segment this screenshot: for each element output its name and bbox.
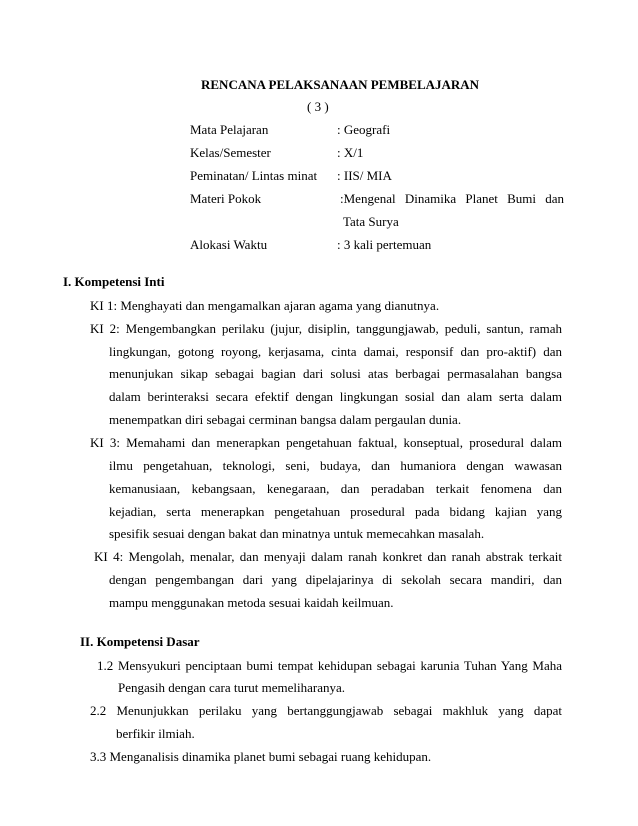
document-number: ( 3 ) xyxy=(307,99,329,114)
identity-label-topic: Materi Pokok xyxy=(190,191,262,206)
ki4-line1: KI 4: Mengolah, menalar, dan menyaji dalam ranah konkret dan ranah abstrak terkait xyxy=(94,549,562,564)
kd12-line2: Pengasih dengan cara turut memeliharanya. xyxy=(118,680,346,695)
identity-value-topic-line1: :Mengenal Dinamika Planet Bumi dan xyxy=(340,191,564,206)
identity-value-subject: : Geografi xyxy=(337,122,391,137)
identity-value-time: : 3 kali pertemuan xyxy=(337,237,432,252)
kd22-line2: berfikir ilmiah. xyxy=(116,726,195,741)
ki3-line1: KI 3: Memahami dan menerapkan pengetahuan faktual, konseptual, prosedural dalam xyxy=(90,435,562,450)
kd12-line1: 1.2 Mensyukuri penciptaan bumi tempat kehidupan sebagai karunia Tuhan Yang Maha xyxy=(97,658,562,673)
ki2-line1: KI 2: Mengembangkan perilaku (jujur, disiplin, tanggungjawab, peduli, santun, ramah xyxy=(90,321,562,336)
identity-value-class: : X/1 xyxy=(337,145,364,160)
ki3-line2: ilmu pengetahuan, teknologi, seni, budaya, dan humaniora dengan wawasan xyxy=(109,458,562,473)
ki2-line4: dalam berinteraksi secara efektif dengan lingkungan sosial dan alam serta dalam xyxy=(109,389,562,404)
identity-label-subject: Mata Pelajaran xyxy=(190,122,269,137)
ki2-line2: lingkungan, gotong royong, kerjasama, cinta damai, responsif dan pro-aktif) dan xyxy=(109,344,562,359)
identity-label-specialization: Peminatan/ Lintas minat xyxy=(190,168,318,183)
kd33-text: 3.3 Menganalisis dinamika planet bumi sebagai ruang kehidupan. xyxy=(90,749,432,764)
identity-label-time: Alokasi Waktu xyxy=(190,237,268,252)
section-heading-core-competence: I. Kompetensi Inti xyxy=(63,274,165,289)
kd22-line1: 2.2 Menunjukkan perilaku yang bertanggungjawab sebagai makhluk yang dapat xyxy=(90,703,562,718)
ki2-line3: menunjukan sikap sebagai bagian dari solusi atas berbagai permasalahan bangsa xyxy=(109,366,562,381)
section-heading-basic-competence: II. Kompetensi Dasar xyxy=(80,634,200,649)
ki2-line5: menempatkan diri sebagai cerminan bangsa dalam pergaulan dunia. xyxy=(109,412,462,427)
ki1-text: KI 1: Menghayati dan mengamalkan ajaran agama yang dianutnya. xyxy=(90,298,440,313)
ki3-line4: kejadian, serta menerapkan pengetahuan prosedural pada bidang kajian yang xyxy=(109,504,562,519)
ki3-line5: spesifik sesuai dengan bakat dan minatnya untuk memecahkan masalah. xyxy=(109,526,485,541)
ki3-line3: kemanusiaan, kebangsaan, kenegaraan, dan peradaban terkait fenomena dan xyxy=(109,481,562,496)
document-title: RENCANA PELAKSANAAN PEMBELAJARAN xyxy=(201,77,480,92)
ki4-line3: mampu menggunakan metoda sesuai kaidah keilmuan. xyxy=(109,595,394,610)
ki4-line2: dengan pengembangan dari yang dipelajarinya di sekolah secara mandiri, dan xyxy=(109,572,562,587)
identity-label-class: Kelas/Semester xyxy=(190,145,271,160)
identity-value-specialization: : IIS/ MIA xyxy=(337,168,392,183)
identity-value-topic-line2: Tata Surya xyxy=(343,214,399,229)
